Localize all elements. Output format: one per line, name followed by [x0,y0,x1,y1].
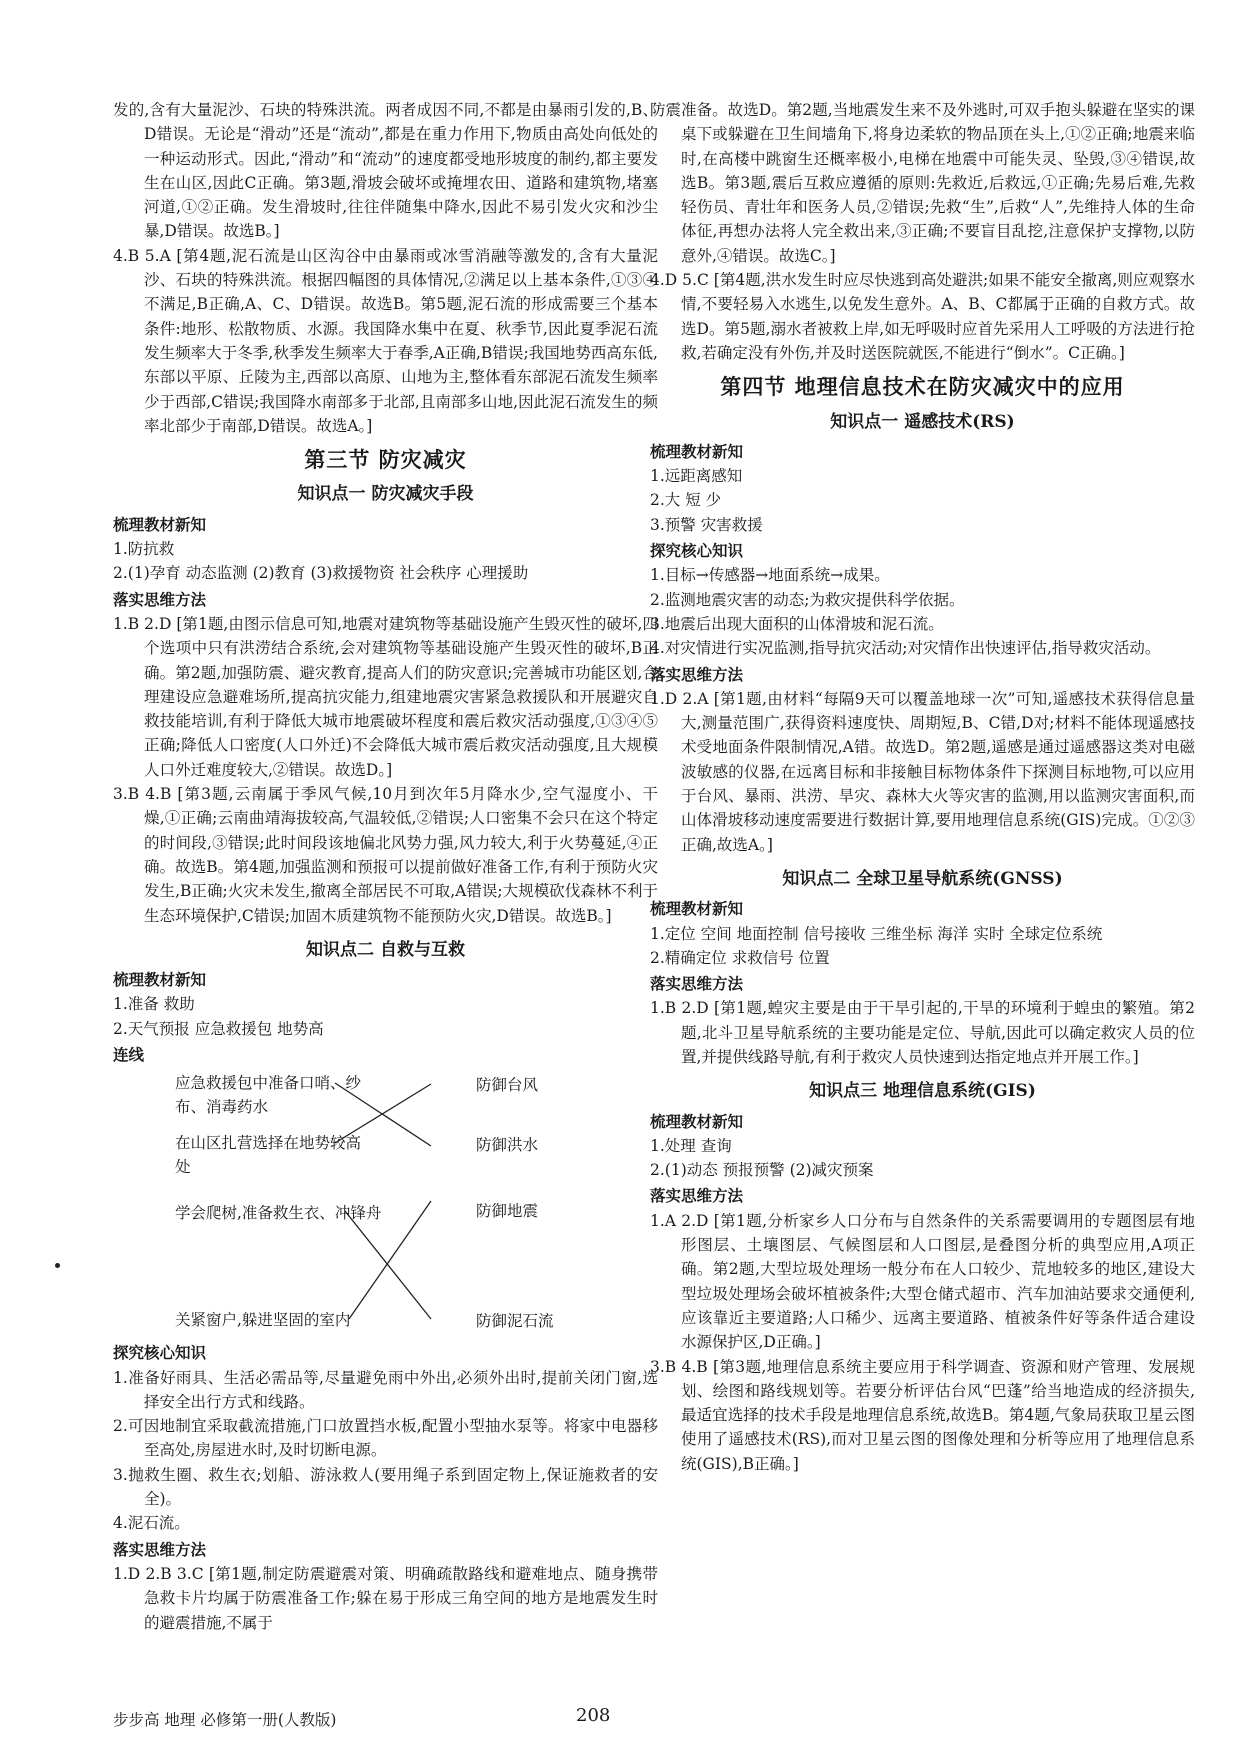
connect-left-2: 在山区扎营选择在地势较高处 [175,1134,362,1177]
subsection-label: 落实思维方法 [650,1186,744,1206]
right-kp3-title: 知识点三 地理信息系统(GIS) [809,1081,1036,1102]
subsection-label: 落实思维方法 [113,1539,207,1559]
paragraph: 4.B 5.A [第4题,泥石流是山区沟谷中由暴雨或冰雪消融等激发的,含有大量泥沙、石块的特殊洪流。根据四幅图的具体情况,②满足以上基本条件,①③④不满足,B正确,A、C、D错误。故选B。第5题,泥石流的形成需要三个基本条件:地形、松散物质、水源。我国降水集中在夏、秋季节,因此夏季泥石流发生频率大于冬季,秋季发生频率大于春季,A正确,B错误;我国地势西高东低,东部以平原、丘陵为主,西部以高原、山地为主,整体看东部泥石流发生频率少于西部,C错误;我国降水南部多于北部,且南部多山地,因此泥石流发生的频率北部少于南部,D错误。故选A。] [113,246,658,435]
paragraph: 发的,含有大量泥沙、石块的特殊洪流。两者成因不同,不都是由暴雨引发的,B、D错误。无论是“滑动”还是“流动”,都是在重力作用下,物质由高处向低处的一种运动形式。因此,“滑动”和“流动”的速度都受地形坡度的制约,都主要发生在山区,因此C正确。第3题,滑坡会破坏或掩埋农田、道路和建筑物,堵塞河道,①②正确。发生滑坡时,往往伴随集中降水,因此不易引发火灾和沙尘暴,D错误。故选B。] [113,101,658,241]
answer-line: 2.(1)动态 预报预警 (2)减灾预案 [650,1161,874,1180]
subsection-label: 落实思维方法 [650,974,744,994]
answer-line: 1.定位 空间 地面控制 信号接收 三维坐标 海洋 实时 全球定位系统 [650,924,1103,943]
answer-line: 2.(1)孕育 动态监测 (2)教育 (3)救援物资 社会秩序 心理援助 [113,564,529,583]
stray-dot [55,1263,60,1268]
connect-left-3: 学会爬树,准备救生衣、冲锋舟 [175,1204,382,1223]
answer-line: 1.目标→传感器→地面系统→成果。 [650,566,890,585]
paragraph: 4.D 5.C [第4题,洪水发生时应尽快逃到高处避洪;如果不能安全撤离,则应观察水情,不要轻易入水逃生,以免发生意外。A、B、C都属于正确的自救方式。故选D。第5题,溺水者被救上岸,如无呼吸时应首先采用人工呼吸的方法进行抢救,若确定没有外伤,并及时送医院就医,不能进行“倒水”。C正确。] [650,271,1195,362]
connect-right-1: 防御台风 [476,1076,539,1095]
answer-line: 2.精确定位 求救信号 位置 [650,948,830,967]
subsection-label: 探究核心知识 [113,1343,207,1363]
connect-right-3: 防御地震 [476,1202,539,1221]
subsection-label: 梳理教材新知 [113,970,207,990]
answer-line: 2.可因地制宜采取截流措施,门口放置挡水板,配置小型抽水泵等。将家中电器移至高处,房屋进水时,及时切断电源。 [113,1417,658,1460]
answer-line: 1.A 2.D [第1题,分析家乡人口分布与自然条件的关系需要调用的专题图层有地形图层、土壤图层、气候图层和人口图层,是叠图分析的典型应用,A项正确。第2题,大型垃圾处理场一般分布在人口较少、荒地较多的地区,建设大型垃圾处理场会破坏植被条件;大型仓储式超市、汽车加油站要求交通便利,应该靠近主要道路;人口稀少、远离主要道路、植被条件好等条件适合建设水源保护区,D正确。] [650,1211,1195,1352]
answer-line: 4.泥石流。 [113,1514,190,1533]
answer-line: 1.准备好雨具、生活必需品等,尽量避免雨中外出,必须外出时,提前关闭门窗,选择安全出行方式和线路。 [113,1368,658,1411]
answer-line: 1.处理 查询 [650,1136,732,1155]
connect-left-1: 应急救援包中准备口哨、纱布、消毒药水 [175,1074,362,1117]
subsection-label: 落实思维方法 [650,664,744,684]
section3-title: 第三节 防灾减灾 [304,447,467,473]
page-number: 208 [576,1705,611,1726]
match-line-3 [345,1211,431,1319]
answer-line: 2.天气预报 应急救援包 地势高 [113,1019,324,1038]
answer-line: 3.B 4.B [第3题,云南属于季风气候,10月到次年5月降水少,空气湿度小、干燥,①正确;云南曲靖海拔较高,气温较低,②错误;人口密集不会只在这个特定的时间段,③错误;此时间段该地偏北风势力强,风力较大,利于火势蔓延,④正确。故选B。第4题,加强监测和预报可以提前做好准备工作,有利于预防火灾发生,B正确;火灾未发生,撤离全部居民不可取,A错误;大规模砍伐森林不利于生态环境保护,C错误;加固木质建筑物不能预防火灾,D错误。故选B。] [113,785,658,925]
answer-line: 2.监测地震灾害的动态;为救灾提供科学依据。 [650,590,965,609]
answer-line: 1.远距离感知 [650,467,743,486]
left-kp1-title: 知识点一 防灾减灾手段 [297,484,474,505]
left-kp2-body-b [113,1341,658,1635]
footer-book-title: 步步高 地理 必修第一册(人教版) [113,1711,337,1729]
answer-line: 3.预警 灾害救援 [650,515,763,534]
matching-diagram [113,1071,658,1339]
answer-line: 1.防抗救 [113,540,175,559]
left-kp1-body [113,513,658,928]
subsection-label: 落实思维方法 [113,589,207,609]
answer-line: 1.B 2.D [第1题,由图示信息可知,地震对建筑物等基础设施产生毁灭性的破坏,四个选项中只有洪涝结合系统,会对建筑物等基础设施产生毁灭性的破坏,B正确。第2题,加强防震、避灾教育,提高人们的防灾意识;完善城市功能区划,合理建设应急避难场所,提高抗灾能力,组建地震灾害紧急救援队和开展避灾自救技能培训,有利于降低大城市地震破坏程度和震后救灾活动强度,①③④⑤正确;降低人口密度(人口外迁)不会降低大城市震后救灾活动强度,且大规模人口外迁难度较大,②错误。故选D。] [113,614,658,779]
right-kp2-body [650,897,1195,1069]
subsection-label: 连线 [113,1044,145,1064]
subsection-label: 梳理教材新知 [113,514,207,534]
answer-line: 3.抛救生圈、救生衣;划船、游泳救人(要用绳子系到固定物上,保证施救者的安全)。 [113,1465,658,1509]
connect-right-4: 防御泥石流 [476,1312,554,1331]
left-column [113,98,658,1635]
answer-line: 1.D 2.B 3.C [第1题,制定防震避震对策、明确疏散路线和避难地点、随身携带急救卡片均属于防震准备工作;躲在易于形成三角空间的地方是地震发生时的避震措施,不属于 [113,1564,658,1632]
subsection-label: 梳理教材新知 [650,1111,744,1131]
subsection-label: 梳理教材新知 [650,441,744,461]
left-kp2-title: 知识点二 自救与互救 [306,939,465,960]
subsection-label: 探究核心知识 [650,541,744,561]
answer-line: 1.准备 救助 [113,995,195,1014]
paragraph: 防震准备。故选D。第2题,当地震发生来不及外逃时,可双手抱头躲避在坚实的课桌下或躲避在卫生间墙角下,将身边柔软的物品顶在头上,①②正确;地震来临时,在高楼中跳窗生还概率极小,电梯在地震中可能失灵、坠毁,③④错误,故选B。第3题,震后互救应遵循的原则:先救近,后救远,①正确;先易后难,先救轻伤员、青壮年和医务人员,②错误;先救“生”,后救“人”,先维持人体的生命体征,再想办法将人完全救出来,③正确;不要盲目乱挖,注意保护支撑物,以防意外,④错误。故选C。] [650,101,1195,265]
connect-right-2: 防御洪水 [476,1136,539,1155]
right-kp3-body [650,1110,1195,1476]
right-kp1-body [650,440,1195,857]
right-intro [650,98,1195,365]
answer-line: 4.对灾情进行实况监测,指导抗灾活动;对灾情作出快速评估,指导救灾活动。 [650,639,1161,658]
right-kp1-title: 知识点一 遥感技术(RS) [830,411,1015,432]
section4-title: 第四节 地理信息技术在防灾减灾中的应用 [720,374,1125,400]
answer-line: 3.B 4.B [第3题,地理信息系统主要应用于科学调查、资源和财产管理、发展规划、绘图和路线规划等。若要分析评估台风“巴蓬”给当地造成的经济损失,最适宜选择的技术手段是地理信息系统,故选B。第4题,气象局获取卫星云图使用了遥感技术(RS),而对卫星云图的图像处理和分析等应用了地理信息系统(GIS),B正确。] [650,1357,1195,1473]
left-intro [113,98,658,438]
answer-line: 1.B 2.D [第1题,蝗灾主要是由于干旱引起的,干旱的环境利于蝗虫的繁殖。第2题,北斗卫星导航系统的主要功能是定位、导航,因此可以确定救灾人员的位置,并提供线路导航,有利于救灾人员快速到达指定地点并开展工作。] [650,999,1195,1066]
answer-line: 1.D 2.A [第1题,由材料“每隔9天可以覆盖地球一次”可知,遥感技术获得信息量大,测量范围广,获得资料速度快、周期短,B、C错,D对;材料不能体现遥感技术受地面条件限制情况,A错。故选D。第2题,遥感是通过遥感器这类对电磁波敏感的仪器,在远离目标和非接触目标物体条件下探测目标地物,可以应用于台风、暴雨、洪涝、旱灾、森林大火等灾害的监测,用以监测灾害面积,而山体滑坡移动速度需要进行数据计算,要用地理信息系统(GIS)完成。①②③正确,故选A。] [650,689,1195,854]
left-kp2-body-a [113,968,658,1067]
right-kp2-title: 知识点二 全球卫星导航系统(GNSS) [782,868,1063,889]
right-column [650,98,1195,1476]
answer-line: 3.地震后出现大面积的山体滑坡和泥石流。 [650,614,944,633]
answer-line: 2.大 短 少 [650,491,722,510]
subsection-label: 梳理教材新知 [650,899,744,919]
connect-left-4: 关紧窗户,躲进坚固的室内 [175,1311,351,1330]
